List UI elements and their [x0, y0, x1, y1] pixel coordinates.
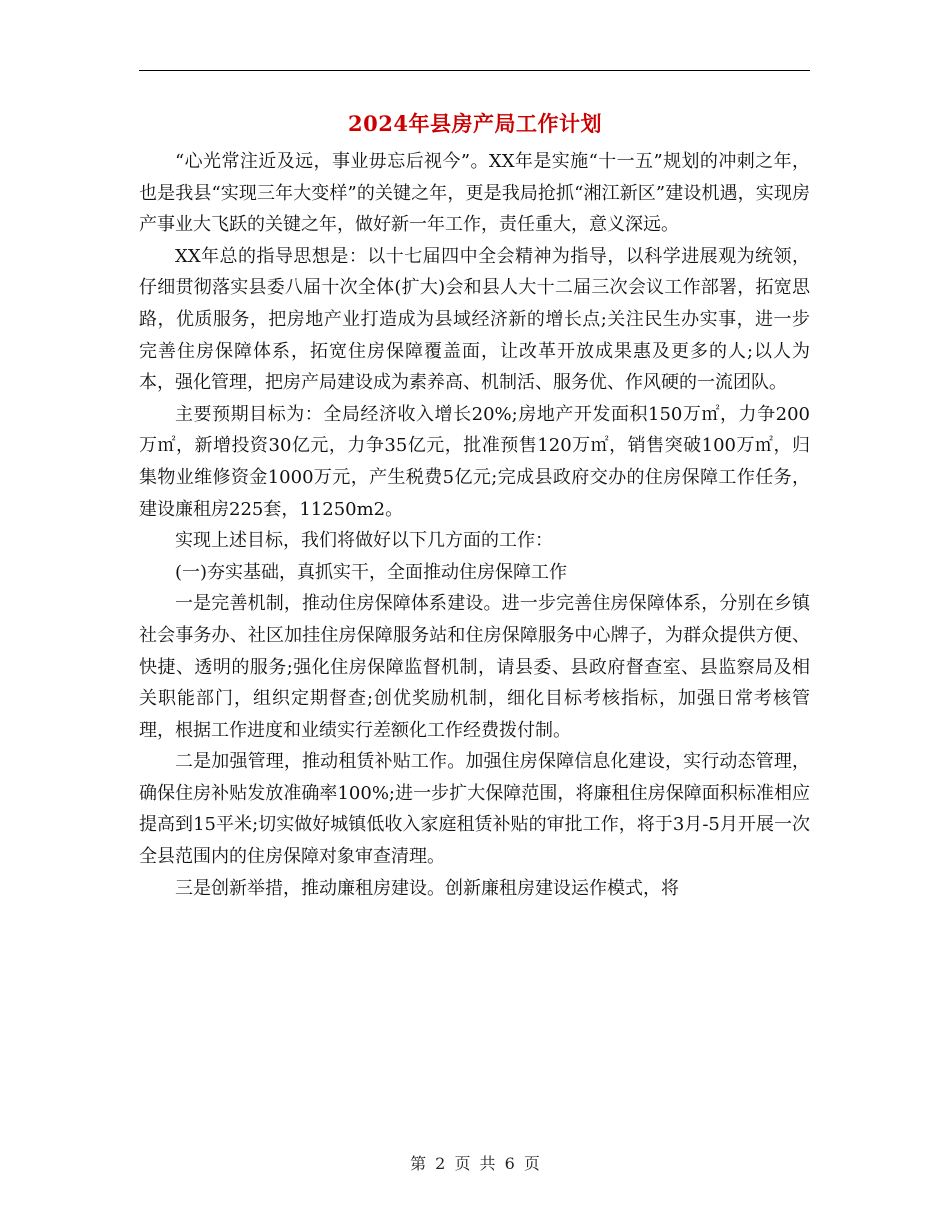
paragraph: 二是加强管理，推动租赁补贴工作。加强住房保障信息化建设，实行动态管理，确保住房补贴发放准确率100%;进一步扩大保障范围，将廉租住房保障面积标准相应提高到15平米;切实做好城镇低收入家庭租赁补贴的审批工作，将于3月-5月开展一次全县范围内的住房保障对象审查清理。 [139, 751, 810, 868]
paragraph: 主要预期目标为：全局经济收入增长20%;房地产开发面积150万㎡，力争200万㎡，新增投资30亿元，力争35亿元，批准预售120万㎡，销售突破100万㎡，归集物业维修资金1000万元，产生税费5亿元;完成县政府交办的住房保障工作任务，建设廉租房225套，11250m2。 [139, 403, 810, 520]
section-heading: (一)夯实基础，真抓实干，全面推动住房保障工作 [175, 561, 568, 583]
header-rule [139, 70, 810, 71]
document-title: 2024年县房产局工作计划 [348, 111, 602, 136]
paragraph: 三是创新举措，推动廉租房建设。创新廉租房建设运作模式，将 [175, 877, 679, 899]
paragraph: XX年总的指导思想是：以十七届四中全会精神为指导，以科学进展观为统领，仔细贯彻落实县委八届十次全体(扩大)会和县人大十二届三次会议工作部署，拓宽思路，优质服务，把房地产业打造成为县域经济新的增长点;关注民生办实事，进一步完善住房保障体系，拓宽住房保障覆盖面，让改革开放成果惠及更多的人;以人为本，强化管理，把房产局建设成为素养高、机制活、服务优、作风硬的一流团队。 [139, 245, 810, 394]
paragraph: 实现上述目标，我们将做好以下几方面的工作： [175, 530, 553, 552]
paragraph: “心光常注近及远，事业毋忘后视今”。XX年是实施“十一五”规划的冲刺之年，也是我县“实现三年大变样”的关键之年，更是我局抢抓“湘江新区”建设机遇，实现房产事业大飞跃的关键之年，做好新一年工作，责任重大，意义深远。 [139, 151, 810, 236]
page-number: 第 2 页 共 6 页 [410, 1154, 540, 1173]
paragraph: 一是完善机制，推动住房保障体系建设。进一步完善住房保障体系，分别在乡镇社会事务办、社区加挂住房保障服务站和住房保障服务中心牌子，为群众提供方便、快捷、透明的服务;强化住房保障监督机制，请县委、县政府督查室、县监察局及相关职能部门，组织定期督查;创优奖励机制，细化目标考核指标，加强日常考核管理，根据工作进度和业绩实行差额化工作经费拨付制。 [139, 593, 810, 741]
document-body [139, 146, 810, 904]
